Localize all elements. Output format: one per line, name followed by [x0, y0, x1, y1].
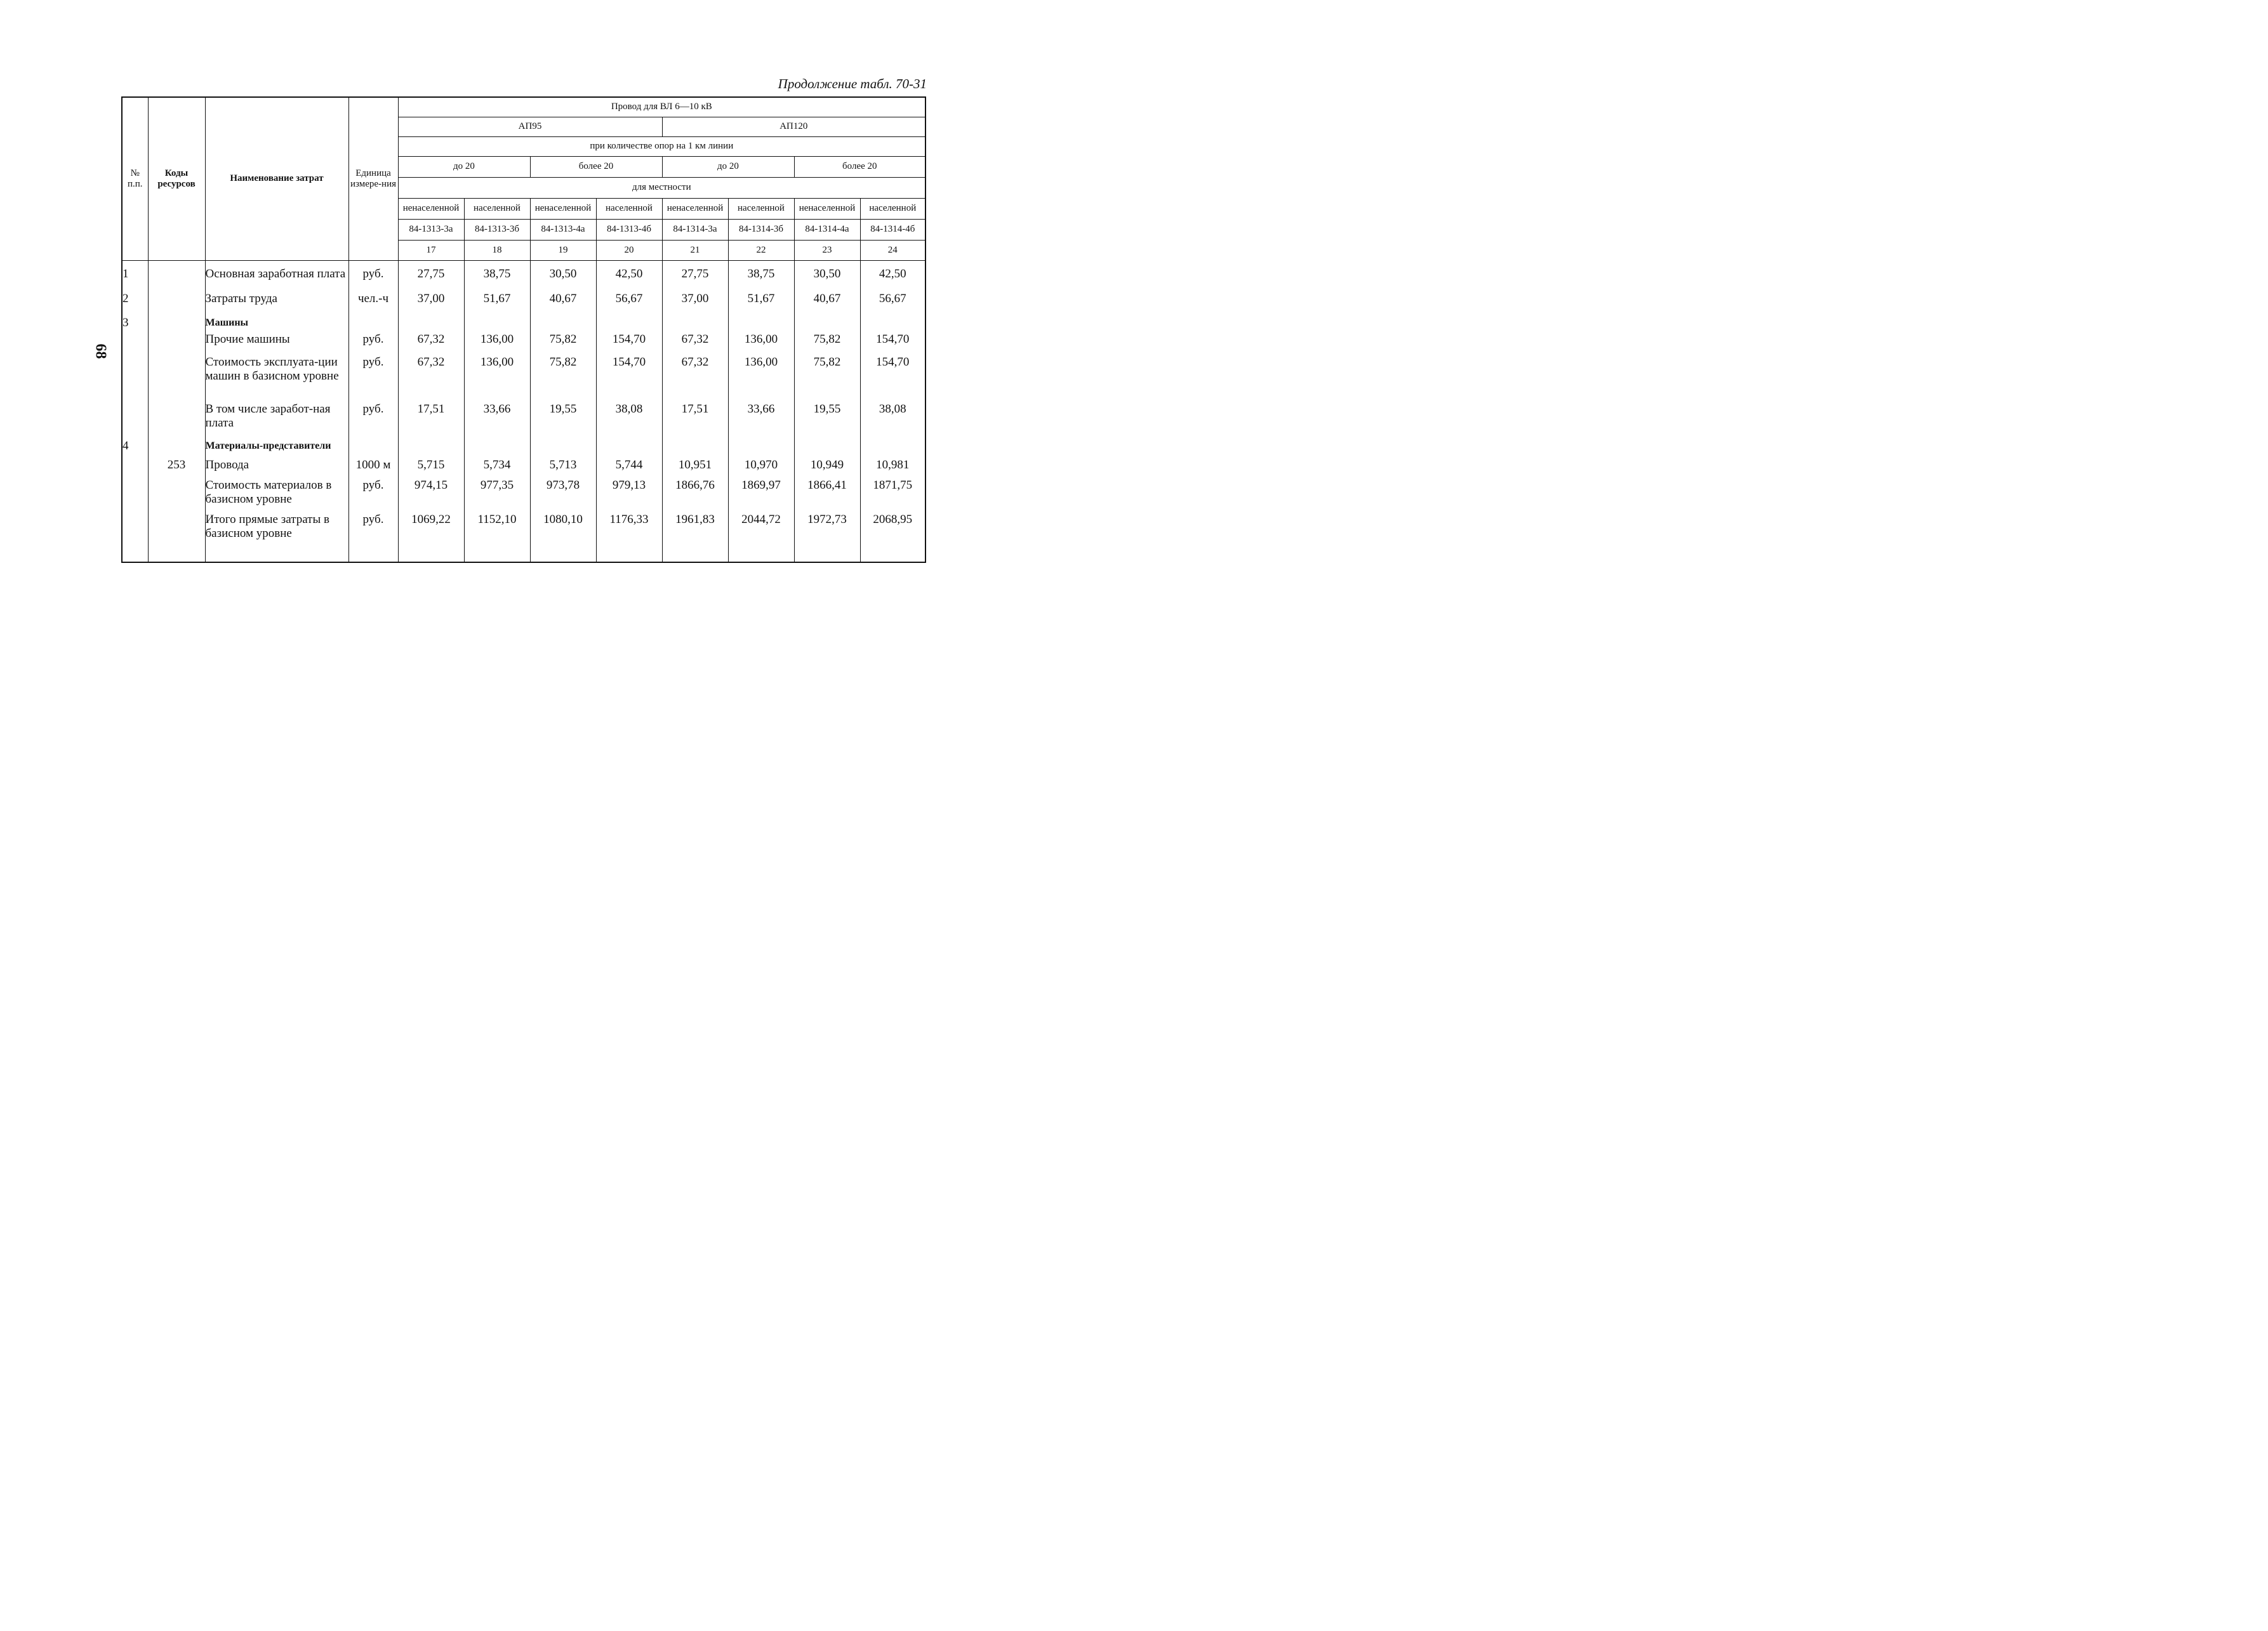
cost-name: Провода	[205, 456, 348, 476]
value-cell: 27,75	[398, 260, 464, 289]
value-cell: 154,70	[860, 330, 925, 352]
value-cell: 1152,10	[464, 510, 530, 562]
value-cell: 977,35	[464, 476, 530, 510]
value-cell: 5,734	[464, 456, 530, 476]
header-wire-type: АП120	[662, 117, 925, 136]
value-cell: 67,32	[662, 352, 728, 399]
value-cell: 2044,72	[728, 510, 794, 562]
header-code: 84-1314-3б	[728, 219, 794, 240]
value-cell: 42,50	[860, 260, 925, 289]
value-cell	[464, 311, 530, 330]
value-cell: 1069,22	[398, 510, 464, 562]
header-code: 84-1314-4б	[860, 219, 925, 240]
value-cell: 37,00	[398, 289, 464, 311]
value-cell: 38,08	[860, 399, 925, 435]
unit-cell	[348, 311, 398, 330]
header-area: ненаселенной	[794, 198, 860, 219]
row-index	[122, 330, 148, 352]
value-cell: 56,67	[860, 289, 925, 311]
value-cell: 33,66	[464, 399, 530, 435]
value-cell	[860, 311, 925, 330]
value-cell: 10,970	[728, 456, 794, 476]
row-index	[122, 399, 148, 435]
table-row	[122, 435, 925, 456]
cost-name: Прочие машины	[205, 330, 348, 352]
header-count-group: до 20	[662, 156, 794, 177]
header-area: ненаселенной	[662, 198, 728, 219]
value-cell	[596, 435, 662, 456]
header-area-title: для местности	[398, 177, 925, 198]
table-row	[122, 399, 925, 435]
cost-name: В том числе заработ-ная плата	[205, 399, 348, 435]
header-col-name: Наименование затрат	[205, 97, 348, 260]
value-cell	[464, 435, 530, 456]
value-cell: 56,67	[596, 289, 662, 311]
page-number: 68	[92, 343, 109, 359]
row-index	[122, 352, 148, 399]
table-row	[122, 510, 925, 562]
value-cell: 1972,73	[794, 510, 860, 562]
unit-cell: руб.	[348, 399, 398, 435]
header-code: 84-1313-4б	[596, 219, 662, 240]
header-col-number: 21	[662, 240, 728, 260]
resource-code: 253	[148, 456, 205, 476]
value-cell: 19,55	[530, 399, 596, 435]
value-cell: 136,00	[464, 330, 530, 352]
header-count-group: до 20	[398, 156, 530, 177]
value-cell: 974,15	[398, 476, 464, 510]
header-wire-type: АП95	[398, 117, 662, 136]
table-row	[122, 260, 925, 289]
resource-code	[148, 399, 205, 435]
value-cell: 5,744	[596, 456, 662, 476]
value-cell: 154,70	[860, 352, 925, 399]
header-code: 84-1314-3а	[662, 219, 728, 240]
value-cell	[794, 311, 860, 330]
unit-cell: руб.	[348, 260, 398, 289]
row-index	[122, 476, 148, 510]
row-index	[122, 456, 148, 476]
unit-cell: руб.	[348, 476, 398, 510]
value-cell: 10,949	[794, 456, 860, 476]
value-cell: 27,75	[662, 260, 728, 289]
table-body	[122, 260, 925, 562]
resource-code	[148, 510, 205, 562]
value-cell: 979,13	[596, 476, 662, 510]
value-cell: 75,82	[530, 330, 596, 352]
header-group-title: Провод для ВЛ 6—10 кВ	[398, 97, 925, 117]
table-row	[122, 330, 925, 352]
value-cell: 136,00	[728, 330, 794, 352]
unit-cell: руб.	[348, 510, 398, 562]
value-cell: 37,00	[662, 289, 728, 311]
section-title: Материалы-представители	[205, 435, 348, 456]
value-cell: 75,82	[794, 330, 860, 352]
cost-name: Стоимость материалов в базисном уровне	[205, 476, 348, 510]
unit-cell: 1000 м	[348, 456, 398, 476]
value-cell: 17,51	[662, 399, 728, 435]
resource-code	[148, 435, 205, 456]
value-cell: 1176,33	[596, 510, 662, 562]
header-col-codes: Коды ресурсов	[148, 97, 205, 260]
header-area: населенной	[464, 198, 530, 219]
value-cell: 30,50	[530, 260, 596, 289]
table-row	[122, 456, 925, 476]
cost-name: Основная заработная плата	[205, 260, 348, 289]
value-cell: 1080,10	[530, 510, 596, 562]
value-cell: 10,951	[662, 456, 728, 476]
table-caption: Продолжение табл. 70-31	[778, 76, 927, 91]
value-cell: 10,981	[860, 456, 925, 476]
value-cell	[596, 311, 662, 330]
header-code: 84-1313-4а	[530, 219, 596, 240]
value-cell: 136,00	[464, 352, 530, 399]
table-row	[122, 311, 925, 330]
table-row	[122, 476, 925, 510]
value-cell: 75,82	[794, 352, 860, 399]
header-col-unit: Единица измере-ния	[348, 97, 398, 260]
resource-code	[148, 311, 205, 330]
value-cell	[530, 311, 596, 330]
value-cell: 40,67	[530, 289, 596, 311]
header-count-group: более 20	[794, 156, 925, 177]
header-col-number: 20	[596, 240, 662, 260]
value-cell: 40,67	[794, 289, 860, 311]
cost-name: Затраты труда	[205, 289, 348, 311]
value-cell: 19,55	[794, 399, 860, 435]
header-area: ненаселенной	[398, 198, 464, 219]
cost-name: Стоимость эксплуата-ции машин в базисном уровне	[205, 352, 348, 399]
value-cell	[398, 435, 464, 456]
row-index: 3	[122, 311, 148, 330]
row-index: 2	[122, 289, 148, 311]
header-col-number: 23	[794, 240, 860, 260]
header-count-title: при количестве опор на 1 км линии	[398, 136, 925, 156]
value-cell: 1866,76	[662, 476, 728, 510]
value-cell: 42,50	[596, 260, 662, 289]
header-area: населенной	[860, 198, 925, 219]
value-cell: 5,715	[398, 456, 464, 476]
header-code: 84-1313-3а	[398, 219, 464, 240]
value-cell	[794, 435, 860, 456]
header-code: 84-1314-4а	[794, 219, 860, 240]
unit-cell: руб.	[348, 330, 398, 352]
header-col-number: 18	[464, 240, 530, 260]
value-cell	[530, 435, 596, 456]
header-area: населенной	[596, 198, 662, 219]
value-cell: 1866,41	[794, 476, 860, 510]
header-col-number: 19	[530, 240, 596, 260]
value-cell: 17,51	[398, 399, 464, 435]
value-cell: 1869,97	[728, 476, 794, 510]
section-title: Машины	[205, 311, 348, 330]
unit-cell: руб.	[348, 352, 398, 399]
value-cell: 38,75	[728, 260, 794, 289]
header-area: населенной	[728, 198, 794, 219]
value-cell	[860, 435, 925, 456]
value-cell	[728, 311, 794, 330]
value-cell: 1961,83	[662, 510, 728, 562]
resource-code	[148, 330, 205, 352]
value-cell: 38,08	[596, 399, 662, 435]
value-cell: 51,67	[464, 289, 530, 311]
value-cell: 5,713	[530, 456, 596, 476]
resource-code	[148, 352, 205, 399]
header-count-group: более 20	[530, 156, 662, 177]
row-index	[122, 510, 148, 562]
value-cell: 154,70	[596, 352, 662, 399]
header-area: ненаселенной	[530, 198, 596, 219]
value-cell: 33,66	[728, 399, 794, 435]
resource-code	[148, 289, 205, 311]
row-index: 4	[122, 435, 148, 456]
value-cell	[398, 311, 464, 330]
value-cell: 136,00	[728, 352, 794, 399]
unit-cell: чел.-ч	[348, 289, 398, 311]
value-cell: 75,82	[530, 352, 596, 399]
header-col-number: 22	[728, 240, 794, 260]
table-row	[122, 352, 925, 399]
value-cell: 38,75	[464, 260, 530, 289]
header-col-number: 17	[398, 240, 464, 260]
value-cell: 154,70	[596, 330, 662, 352]
header-code: 84-1313-3б	[464, 219, 530, 240]
cost-table	[121, 96, 926, 563]
unit-cell	[348, 435, 398, 456]
value-cell: 51,67	[728, 289, 794, 311]
value-cell: 2068,95	[860, 510, 925, 562]
value-cell	[728, 435, 794, 456]
value-cell: 1871,75	[860, 476, 925, 510]
value-cell	[662, 435, 728, 456]
value-cell: 67,32	[398, 352, 464, 399]
value-cell: 67,32	[398, 330, 464, 352]
row-index: 1	[122, 260, 148, 289]
value-cell	[662, 311, 728, 330]
value-cell: 30,50	[794, 260, 860, 289]
header-col-number: 24	[860, 240, 925, 260]
header-col-no: № п.п.	[122, 97, 148, 260]
value-cell: 973,78	[530, 476, 596, 510]
value-cell: 67,32	[662, 330, 728, 352]
cost-name: Итого прямые затраты в базисном уровне	[205, 510, 348, 562]
table-header	[122, 97, 925, 260]
table-row	[122, 289, 925, 311]
resource-code	[148, 260, 205, 289]
resource-code	[148, 476, 205, 510]
